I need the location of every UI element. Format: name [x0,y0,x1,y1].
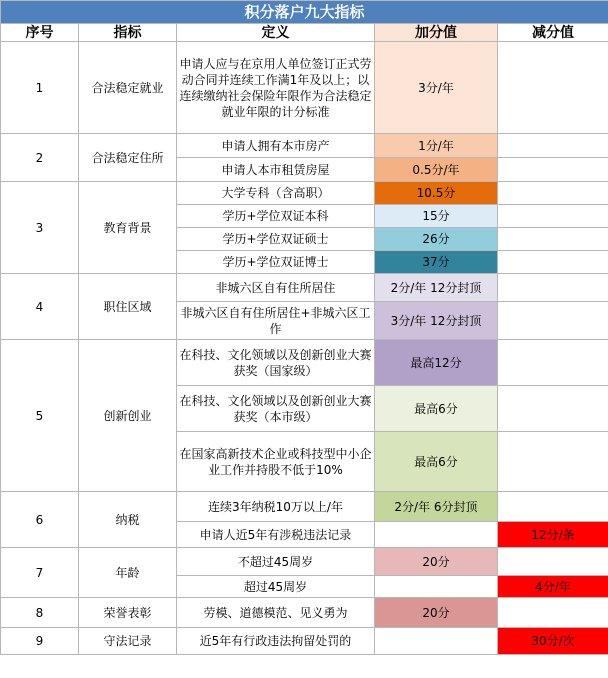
indicator-cell: 年龄 [79,548,177,598]
indicator-cell: 合法稳定就业 [79,42,177,134]
minus-cell [498,274,608,302]
seq-cell: 1 [1,42,79,134]
minus-cell [498,182,608,205]
header-plus: 加分值 [375,24,498,42]
plus-cell [375,522,498,548]
plus-cell: 37分 [375,251,498,274]
plus-cell: 最高6分 [375,386,498,432]
indicator-cell: 守法记录 [79,628,177,655]
minus-cell: 4分/年 [498,576,608,598]
minus-cell: 30分/次 [498,628,608,655]
definition-cell: 在国家高新技术企业或科技型中小企业工作并持股不低于10% [177,432,375,492]
definition-cell: 不超过45周岁 [177,548,375,576]
minus-cell [498,492,608,522]
plus-cell: 2分/年 12分封顶 [375,274,498,302]
indicator-cell: 荣誉表彰 [79,598,177,628]
seq-cell: 3 [1,182,79,274]
indicator-cell: 职住区域 [79,274,177,340]
minus-cell [498,386,608,432]
plus-cell: 最高6分 [375,432,498,492]
minus-cell [498,205,608,228]
seq-cell: 5 [1,340,79,492]
definition-cell: 申请人拥有本市房产 [177,134,375,158]
definition-cell: 申请人近5年有涉税违法记录 [177,522,375,548]
seq-cell: 2 [1,134,79,182]
definition-cell: 申请人应与在京用人单位签订正式劳动合同并连续工作满1年及以上；以连续缴纳社会保险年限作为合法稳定就业年限的计分标准 [177,42,375,134]
minus-cell: 12分/条 [498,522,608,548]
plus-cell: 0.5分/年 [375,158,498,182]
indicator-cell: 合法稳定住所 [79,134,177,182]
minus-cell [498,228,608,251]
minus-cell [498,251,608,274]
definition-cell: 非城六区自有住所居住 [177,274,375,302]
definition-cell: 非城六区自有住所居住+非城六区工作 [177,302,375,340]
seq-cell: 9 [1,628,79,655]
plus-cell [375,576,498,598]
definition-cell: 申请人本市租赁房屋 [177,158,375,182]
plus-cell: 2分/年 6分封顶 [375,492,498,522]
definition-cell: 超过45周岁 [177,576,375,598]
plus-cell: 20分 [375,548,498,576]
definition-cell: 在科技、文化领域以及创新创业大赛获奖（本市级） [177,386,375,432]
seq-cell: 7 [1,548,79,598]
definition-cell: 学历+学位双证本科 [177,205,375,228]
definition-cell: 在科技、文化领域以及创新创业大赛获奖（国家级） [177,340,375,386]
plus-cell [375,628,498,655]
header-minus: 减分值 [498,24,608,42]
minus-cell [498,302,608,340]
header-indicator: 指标 [79,24,177,42]
minus-cell [498,598,608,628]
indicator-cell: 教育背景 [79,182,177,274]
plus-cell: 20分 [375,598,498,628]
plus-cell: 1分/年 [375,134,498,158]
plus-cell: 3分/年 12分封顶 [375,302,498,340]
indicator-cell: 创新创业 [79,340,177,492]
definition-cell: 大学专科（含高职） [177,182,375,205]
indicator-cell: 纳税 [79,492,177,548]
plus-cell: 26分 [375,228,498,251]
minus-cell [498,340,608,386]
header-definition: 定义 [177,24,375,42]
table-title: 积分落户九大指标 [1,1,608,24]
plus-cell: 10.5分 [375,182,498,205]
plus-cell: 最高12分 [375,340,498,386]
plus-cell: 3分/年 [375,42,498,134]
minus-cell [498,134,608,158]
definition-cell: 连续3年纳税10万以上/年 [177,492,375,522]
seq-cell: 8 [1,598,79,628]
minus-cell [498,42,608,134]
seq-cell: 4 [1,274,79,340]
definition-cell: 学历+学位双证硕士 [177,228,375,251]
plus-cell: 15分 [375,205,498,228]
minus-cell [498,548,608,576]
definition-cell: 近5年有行政违法拘留处罚的 [177,628,375,655]
seq-cell: 6 [1,492,79,548]
definition-cell: 劳模、道德模范、见义勇为 [177,598,375,628]
definition-cell: 学历+学位双证博士 [177,251,375,274]
minus-cell [498,158,608,182]
minus-cell [498,432,608,492]
header-seq: 序号 [1,24,79,42]
